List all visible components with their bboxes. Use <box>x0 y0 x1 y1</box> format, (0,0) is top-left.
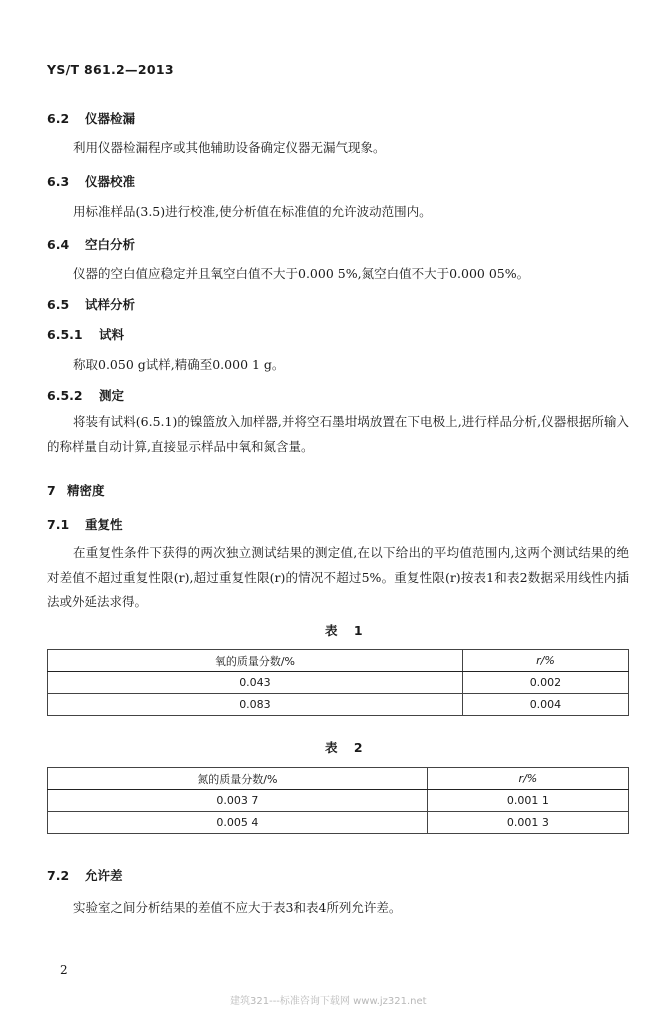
table-cell: 0.004 <box>462 694 628 716</box>
section-title: 试料 <box>99 327 125 342</box>
section-number: 7.2 <box>47 868 70 883</box>
section-6-2-heading <box>47 109 135 127</box>
table-row <box>48 812 629 834</box>
table-1 <box>47 649 629 716</box>
section-7-1-heading <box>47 515 123 533</box>
table-cell: 0.083 <box>48 694 463 716</box>
table-cell: 0.005 4 <box>48 812 428 834</box>
section-title: 试样分析 <box>85 297 136 312</box>
standard-number: YS/T 861.2—2013 <box>47 62 174 77</box>
section-title: 重复性 <box>85 517 123 532</box>
section-6-2-text: 利用仪器检漏程序或其他辅助设备确定仪器无漏气现象。 <box>73 140 386 155</box>
section-title: 仪器校准 <box>85 174 136 189</box>
section-6-3-heading <box>47 172 135 190</box>
table-header-row <box>48 768 629 790</box>
table-header-cell: 氮的质量分数/% <box>48 768 428 790</box>
table-cell: 0.002 <box>462 672 628 694</box>
table-row <box>48 694 629 716</box>
section-number: 7 <box>47 483 56 498</box>
section-title: 精密度 <box>67 483 105 498</box>
section-6-5-heading <box>47 295 135 313</box>
section-title: 测定 <box>99 388 125 403</box>
table-1-caption: 表 1 <box>325 623 369 638</box>
table-row <box>48 790 629 812</box>
section-number: 7.1 <box>47 517 70 532</box>
section-6-5-2-text: 将装有试料(6.5.1)的镍篮放入加样器,并将空石墨坩埚放置在下电极上,进行样品分析,仪器根据所输入的称样量自动计算,直接显示样品中氧和氮含量。 <box>47 414 629 454</box>
section-6-3-text: 用标准样品(3.5)进行校准,使分析值在标准值的允许波动范围内。 <box>73 204 432 219</box>
table-cell: 0.003 7 <box>48 790 428 812</box>
section-7-heading <box>47 481 105 499</box>
table-header-row <box>48 650 629 672</box>
table-header-cell: r/% <box>427 768 628 790</box>
section-number: 6.2 <box>47 111 70 126</box>
section-title: 空白分析 <box>85 237 136 252</box>
table-cell: 0.001 1 <box>427 790 628 812</box>
section-7-2-text: 实验室之间分析结果的差值不应大于表3和表4所列允许差。 <box>73 900 402 915</box>
section-number: 6.3 <box>47 174 70 189</box>
table-header-cell: r/% <box>462 650 628 672</box>
section-number: 6.5 <box>47 297 70 312</box>
table-row <box>48 672 629 694</box>
table-cell: 0.043 <box>48 672 463 694</box>
table-header-cell: 氧的质量分数/% <box>48 650 463 672</box>
section-number: 6.5.2 <box>47 388 83 403</box>
section-6-5-2-heading <box>47 386 124 404</box>
section-number: 6.4 <box>47 237 70 252</box>
table-2 <box>47 767 629 834</box>
section-number: 6.5.1 <box>47 327 83 342</box>
table-cell: 0.001 3 <box>427 812 628 834</box>
section-title: 仪器检漏 <box>85 111 136 126</box>
page-number: 2 <box>60 963 68 977</box>
section-6-4-text: 仪器的空白值应稳定并且氧空白值不大于0.000 5%,氮空白值不大于0.000 05%。 <box>73 266 530 281</box>
section-6-5-1-text: 称取0.050 g试样,精确至0.000 1 g。 <box>73 357 285 372</box>
section-6-5-1-heading <box>47 325 124 343</box>
table-2-caption: 表 2 <box>325 740 369 755</box>
section-7-2-heading <box>47 866 123 884</box>
section-6-4-heading <box>47 235 135 253</box>
footer-watermark: 建筑321---标准咨询下载网 www.jz321.net <box>230 996 427 1007</box>
section-title: 允许差 <box>85 868 123 883</box>
section-7-1-text: 在重复性条件下获得的两次独立测试结果的测定值,在以下给出的平均值范围内,这两个测试结果的绝对差值不超过重复性限(r),超过重复性限(r)的情况不超过5%。重复性限(r)按表1和表2数据采用线性内插法或外延法求得。 <box>47 545 629 609</box>
